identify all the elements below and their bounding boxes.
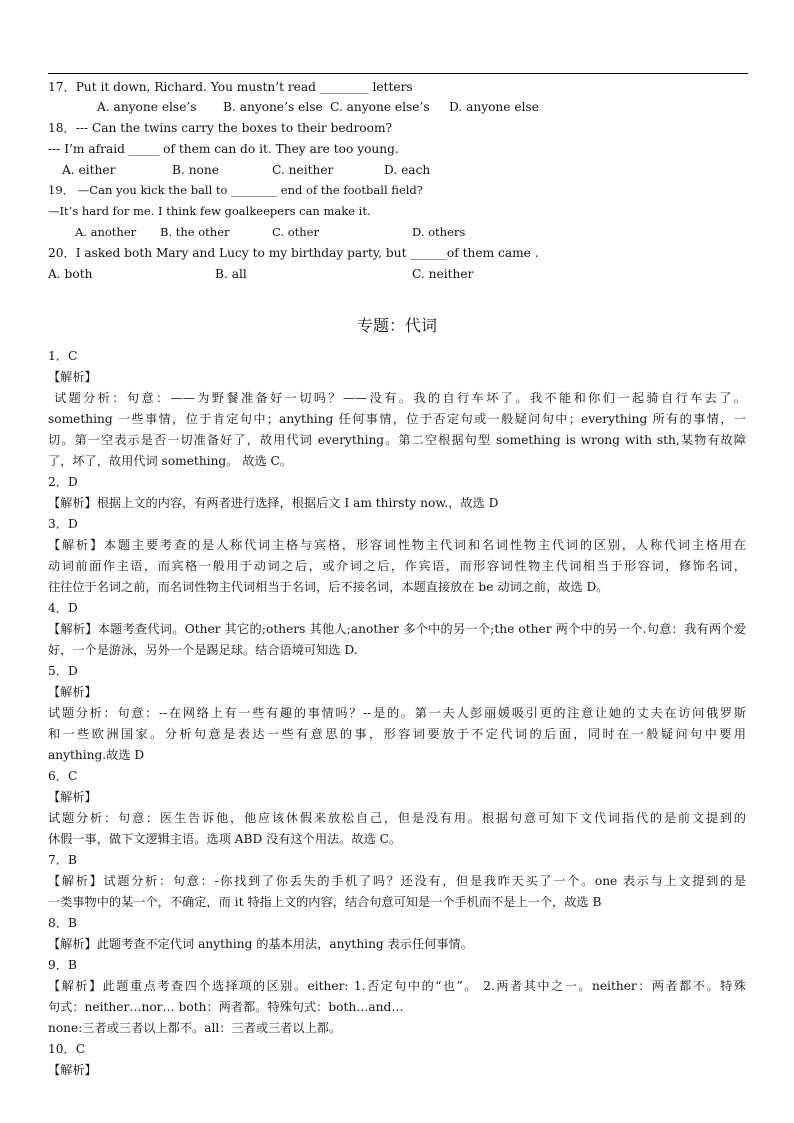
answer-1-line: 了，坏了，故用代词 something。 故选 C。	[48, 454, 293, 468]
question-17-stem: 17．Put it down, Richard. You mustn’t read ________ letters	[48, 80, 413, 94]
q18-option-d: D. each	[384, 163, 431, 177]
q18-option-b: B. none	[172, 163, 219, 177]
answer-1-line: something 一些事情，位于肯定句中；anything 任何事情，位于否定句或一般疑问句中；everything 所有的事情，一	[48, 412, 746, 426]
question-18-reply: --- I’m afraid _____ of them can do it. They are too young.	[48, 142, 399, 156]
question-19-reply: —It’s hard for me. I think few goalkeepers can make it.	[48, 204, 371, 218]
q20-option-b: B. all	[215, 267, 247, 281]
q17-option-c: C. anyone else’s	[330, 100, 430, 114]
q19-option-a: A. another	[75, 225, 137, 239]
answer-3-number: 3．D	[48, 517, 78, 531]
answer-1-number: 1．C	[48, 349, 78, 363]
answer-10-tag: 【解析】	[48, 1063, 97, 1077]
question-18-stem: 18．--- Can the twins carry the boxes to their bedroom?	[48, 121, 393, 135]
answer-2-line: 【解析】根据上文的内容，有两者进行选择，根据后文 I am thirsty now.，故选 D	[48, 496, 499, 510]
header-rule	[48, 73, 748, 74]
answer-1-tag: 【解析】	[48, 370, 97, 384]
answer-3-line: 动词前面作主语，而宾格一般用于动词之后，或介词之后，作宾语，而形容词性物主代词相当于形容词，修饰名词，	[48, 559, 746, 573]
answer-8-number: 8．B	[48, 916, 77, 930]
q19-option-d: D. others	[412, 225, 466, 239]
answer-9-line: 句式：neither…nor… both：两者都。特殊句式：both…and…	[48, 1000, 404, 1014]
q18-option-c: C. neither	[272, 163, 334, 177]
answer-6-line: 休假一事，做下文逻辑主语。选项 ABD 没有这个用法。故选 C。	[48, 832, 402, 846]
answer-4-number: 4．D	[48, 601, 78, 615]
answer-4-line: 【解析】本题考查代词。Other 其它的;others 其他人;another 多个中的另一个;the other 两个中的另一个.句意：我有两个爱	[48, 622, 746, 636]
answer-8-line: 【解析】此题考查不定代词 anything 的基本用法，anything 表示任何事情。	[48, 937, 473, 951]
q18-option-a: A. either	[62, 163, 116, 177]
q19-option-c: C. other	[272, 225, 319, 239]
question-20-stem: 20．I asked both Mary and Lucy to my birthday party, but ______of them came .	[48, 246, 539, 260]
q17-option-b: B. anyone’s else	[223, 100, 323, 114]
answer-7-line: 一类事物中的某一个，不确定，而 it 特指上文的内容，结合句意可知是一个手机而不是上一个，故选 B	[48, 895, 602, 909]
answer-5-line: anything.故选 D	[48, 748, 145, 762]
answer-6-number: 6．C	[48, 769, 78, 783]
section-title: 专题：代词	[356, 316, 437, 335]
answer-9-number: 9．B	[48, 958, 77, 972]
q20-option-a: A. both	[48, 267, 93, 281]
answer-10-number: 10．C	[48, 1042, 86, 1056]
answer-9-line: 【解析】此题重点考查四个选择项的区别。either: 1.否定句中的“也”。 2.两者其中之一。neither：两者都不。特殊	[48, 979, 746, 993]
q19-option-b: B. the other	[160, 225, 230, 239]
q20-option-c: C. neither	[412, 267, 474, 281]
answer-5-tag: 【解析】	[48, 685, 97, 699]
answer-7-line: 【解析】试题分析：句意：-你找到了你丢失的手机了吗？还没有，但是我昨天买了一个。one 表示与上文提到的是	[48, 874, 746, 888]
q17-option-d: D. anyone else	[449, 100, 539, 114]
answer-6-tag: 【解析】	[48, 790, 97, 804]
answer-5-line: 试题分析：句意：--在网络上有一些有趣的事情吗？--是的。第一夫人彭丽媛吸引更的注意让她的丈夫在访问俄罗斯	[48, 706, 746, 720]
q17-option-a: A. anyone else’s	[97, 100, 197, 114]
answer-2-number: 2．D	[48, 475, 78, 489]
answer-4-line: 好，一个是游泳，另外一个是踢足球。结合语境可知选 D.	[48, 643, 358, 657]
answer-6-line: 试题分析：句意：医生告诉他，他应该休假来放松自己，但是没有用。根据句意可知下文代词指代的是前文提到的	[48, 811, 746, 825]
answer-3-line: 【解析】本题主要考查的是人称代词主格与宾格，形容词性物主代词和名词性物主代词的区别，人称代词主格用在	[48, 538, 746, 552]
answer-5-number: 5．D	[48, 664, 78, 678]
answer-3-line: 往往位于名词之前，而名词性物主代词相当于名词，后不接名词，本题直接放在 be 动词之前，故选 D。	[48, 580, 609, 594]
answer-9-line: none:三者或三者以上都不。all：三者或三者以上都。	[48, 1021, 342, 1035]
answer-1-line: 切。第一空表示是否一切准备好了，故用代词 everything。第二空根据句型 something is wrong with sth,某物有故障	[48, 433, 746, 447]
answer-7-number: 7．B	[48, 853, 77, 867]
answer-5-line: 和一些欧洲国家。分析句意是表达一些有意思的事，形容词要放于不定代词的后面，同时在一般疑问句中要用	[48, 727, 746, 741]
question-19-stem: 19． —Can you kick the ball to ________ end of the football field?	[48, 183, 423, 197]
answer-1-line: 试题分析：句意：——为野餐准备好一切吗？——没有。我的自行车坏了。我不能和你们一起骑自行车去了。	[54, 391, 746, 405]
